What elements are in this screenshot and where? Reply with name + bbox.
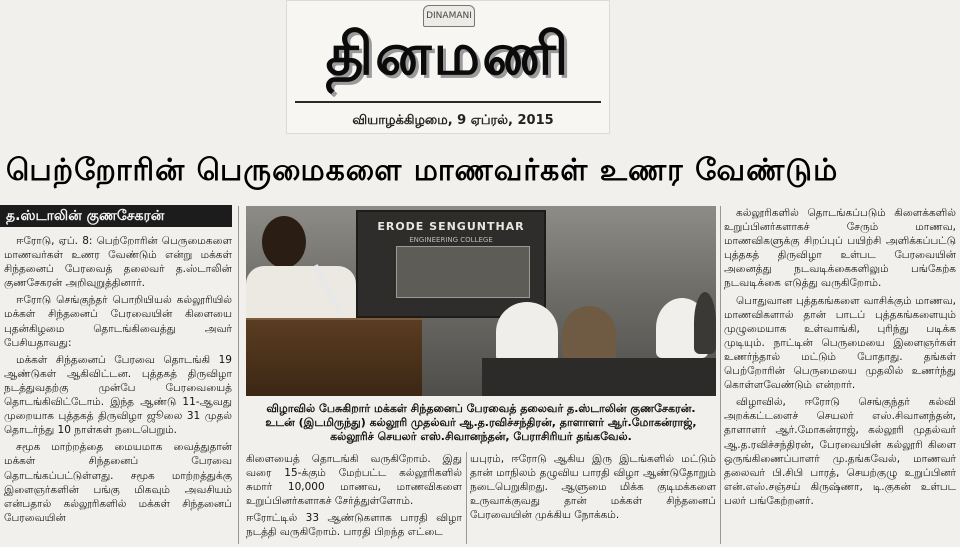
paragraph: ஈரோடு, ஏப். 8: பெற்றோரின் பெருமைகளை மாணவர்கள் உணர வேண்டும் என்று மக்கள் சிந்தனைப் பேரவைத் தலைவர் த.ஸ்டாலின் குணசேகரன் அறிவுறுத்தினார். xyxy=(4,235,232,290)
masthead xyxy=(286,0,610,134)
paragraph: ஈரோடு செங்குந்தர் பொறியியல் கல்லூரியில் மக்கள் சிந்தனைப் பேரவையின் கிளையை புதன்கிழமை தொடங்கிவைத்து அவர் பேசியதாவது: xyxy=(4,294,232,349)
paragraph: யபுரம், ஈரோடு ஆகிய இரு இடங்களில் மட்டும் தான் மாநிலம் தழுவிய பாரதி விழா ஆண்டுதோறும் நடைபெறுகிறது. ஆளுமை மிக்க குடிமக்களை உருவாக்குவது தான் மக்கள் சிந்தனைப் பேரவையின் முக்கிய நோக்கம். xyxy=(470,453,716,522)
paragraph: மக்கள் சிந்தனைப் பேரவை தொடங்கி 19 ஆண்டுகள் ஆகிவிட்டன. புத்தகத் திருவிழா நடத்துவதற்கு முன்பே பேரவையைத் தொடங்கிவிட்டோம். இந்த ஆண்டு 11-ஆவது முறையாக புத்தகத் திருவிழா ஜூலை 31 முதல் தொடர்ந்து 10 நாள்கள் நடைபெறும். xyxy=(4,353,232,437)
caption-line: உடன் (இடமிருந்து) கல்லூரி முதல்வர் ஆ.த.ரவிச்சந்திரன், தாளாளர் ஆர்.மோகன்ராஜ், xyxy=(265,416,697,429)
podium xyxy=(246,318,422,396)
masthead-rule xyxy=(295,101,601,103)
seated-guest xyxy=(694,292,716,354)
article-headline: பெற்றோரின் பெருமைகளை மாணவர்கள் உணர வேண்டும் xyxy=(6,153,839,188)
article-column-middle-2 xyxy=(470,452,716,544)
seated-guest xyxy=(496,302,558,362)
board-title: ERODE SENGUNTHAR xyxy=(377,220,525,233)
paragraph: பொதுவான புத்தகங்களை வாசிக்கும் மாணவ, மாணவிகளால் தான் பாடப் புத்தகங்களையும் முழுமையாக உள்வாங்கி, புரிந்து படிக்க முடியும். நாட்டின் பெருமையை இளைஞர்கள் உணர்ந்தால் மட்டும் போதாது. தங்கள் பெற்றோரின் பெருமையை முதலில் உணர்ந்து கொள்ளவேண்டும் என்றார். xyxy=(724,294,956,392)
article-photo xyxy=(246,206,716,396)
paragraph: ஈரோட்டில் 33 ஆண்டுகளாக பாரதி விழா நடத்தி வருகிறோம். பாரதி பிறந்த எட்டை xyxy=(246,512,462,539)
column-divider xyxy=(466,452,467,544)
photo-caption xyxy=(246,402,716,444)
newspaper-title: தினமணி xyxy=(325,20,571,88)
article-byline: த.ஸ்டாலின் குணசேகரன் xyxy=(0,205,232,227)
paragraph: சமூக மாற்றத்தை மையமாக வைத்துதான் மக்கள் சிந்தனைப் பேரவை தொடங்கப்பட்டுள்ளது. சமூக மாற்றத்துக்கு இளைஞர்களின் பங்கு மிகவும் அவசியம் என்பதால் கல்லூரிகளில் மக்கள் சிந்தனைப் பேரவையின் xyxy=(4,441,232,524)
board-subtitle: ENGINEERING COLLEGE xyxy=(409,236,493,244)
paragraph: விழாவில், ஈரோடு செங்குந்தர் கல்வி அறக்கட்டளைச் செயலர் எஸ்.சிவானந்தன், தாளாளர் ஆர்.மோகன்ராஜ், கல்லூரி முதல்வர் ஆ.த.ரவிச்சந்திரன், பேரவையின் கல்லூரி கிளை ஒருங்கிணைப்பாளர் மு.தங்கவேல், மாணவர் தலைவர் பி.சிபி பாரத், செயற்குழு உறுப்பினர் என்.எஸ்.சஞ்சய் கிருஷ்ணா, டி.குகன் உள்பட பலர் பங்கேற்றனர். xyxy=(724,396,956,507)
caption-line: விழாவில் பேசுகிறார் மக்கள் சிந்தனைப் பேரவைத் தலைவர் த.ஸ்டாலின் குணசேகரன். xyxy=(266,402,696,415)
article-column-left xyxy=(4,234,232,544)
wall-banner xyxy=(396,246,530,298)
head-table xyxy=(482,358,716,396)
article-column-middle-1 xyxy=(246,452,462,544)
article-column-right xyxy=(724,206,956,544)
paragraph: கல்லூரிகளில் தொடங்கப்படும் கிளைக்களில் உறுப்பினர்களாகச் சேரும் மாணவ, மாணவிகளுக்கு சிறப்புப் பயிற்சி அளிக்கப்பட்டு புத்தகத் திருவிழா உள்பட பேரவையின் அனைத்து நடவடிக்கைகளிலும் பங்கேற்க நடவடிக்கை எடுத்து வருகிறோம். xyxy=(724,207,956,290)
caption-line: கல்லூரிச் செயலர் எஸ்.சிவானந்தன், பேராசிரியர் தங்கவேல். xyxy=(330,430,632,443)
column-divider xyxy=(238,206,239,544)
paragraph: கிளையைத் தொடங்கி வருகிறோம். இது வரை 15-க்கும் மேற்பட்ட கல்லூரிகளில் சுமார் 10,000 மாணவ, மாணவிகளை உறுப்பினர்களாகச் சேர்த்துள்ளோம். xyxy=(246,453,462,508)
newspaper-emblem: DINAMANI xyxy=(423,5,475,27)
edition-date: வியாழக்கிழமை, 9 ஏப்ரல், 2015 xyxy=(352,113,554,128)
seated-guest xyxy=(562,306,616,362)
column-divider xyxy=(720,206,721,544)
speaker-figure xyxy=(262,216,306,268)
